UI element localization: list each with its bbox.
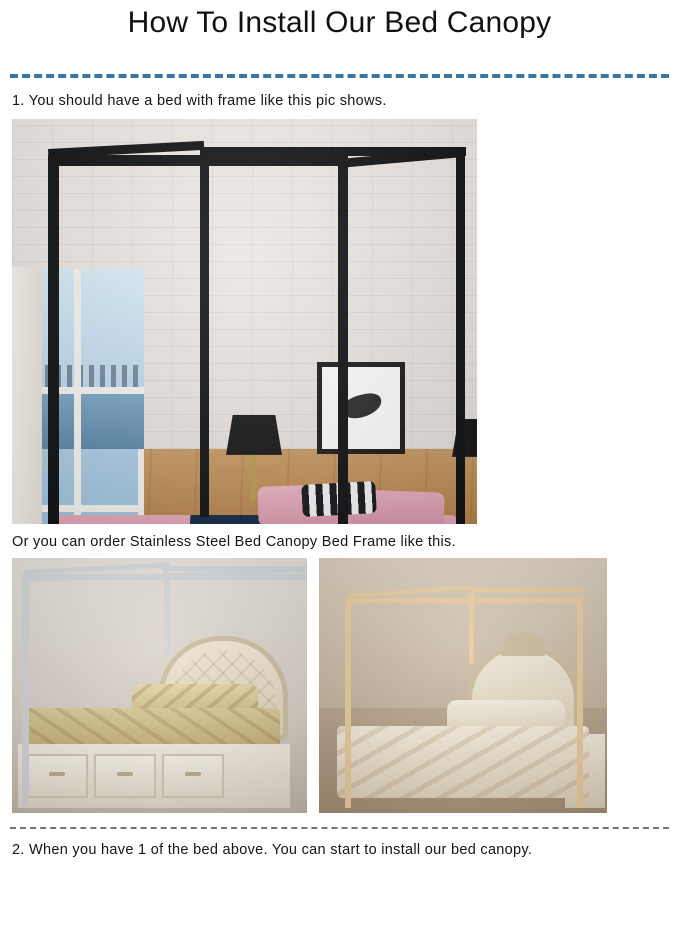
gold-rail-back bbox=[469, 588, 585, 592]
figure-stainless-steel-canopy-bed bbox=[12, 558, 307, 813]
table-lamp-stem bbox=[251, 455, 256, 501]
storage-drawer-1 bbox=[26, 754, 88, 798]
canopy-post-back-left bbox=[200, 147, 209, 517]
canopy-post-back-right bbox=[456, 147, 465, 524]
window-mullion-vertical bbox=[74, 269, 81, 524]
step-2-text: 2. When you have 1 of the bed above. You can start to install our bed canopy. bbox=[12, 841, 533, 858]
drawer-handle-3 bbox=[185, 772, 201, 776]
storage-drawer-3 bbox=[162, 754, 224, 798]
gold-post-front-left bbox=[345, 598, 351, 808]
figure-row bbox=[12, 558, 669, 813]
step-1-text: 1. You should have a bed with frame like this pic shows. bbox=[12, 93, 387, 109]
gold-post-front-right bbox=[577, 596, 583, 808]
drawer-handle bbox=[49, 772, 65, 776]
instruction-page bbox=[0, 4, 679, 944]
page-title: How To Install Our Bed Canopy bbox=[127, 6, 552, 39]
storage-drawer-2 bbox=[94, 754, 156, 798]
caption-alternative-frame: Or you can order Stainless Steel Bed Canopy Bed Frame like this. bbox=[12, 533, 456, 550]
damask-duvet bbox=[337, 726, 589, 798]
divider-bottom bbox=[10, 827, 669, 829]
curtain bbox=[12, 267, 42, 524]
framed-artwork bbox=[322, 367, 400, 449]
table-lamp-shade bbox=[226, 415, 282, 455]
drawer-handle-2 bbox=[117, 772, 133, 776]
canopy-rail-front bbox=[48, 155, 348, 166]
canopy-post-front-left bbox=[48, 155, 59, 524]
figure-gold-canopy-bed bbox=[319, 558, 607, 813]
figure-black-canopy-bed bbox=[12, 119, 477, 524]
steel-post-front-left bbox=[22, 574, 29, 804]
canopy-post-front-right bbox=[338, 155, 348, 524]
gold-rail-front bbox=[345, 598, 583, 603]
divider-top bbox=[10, 74, 669, 78]
